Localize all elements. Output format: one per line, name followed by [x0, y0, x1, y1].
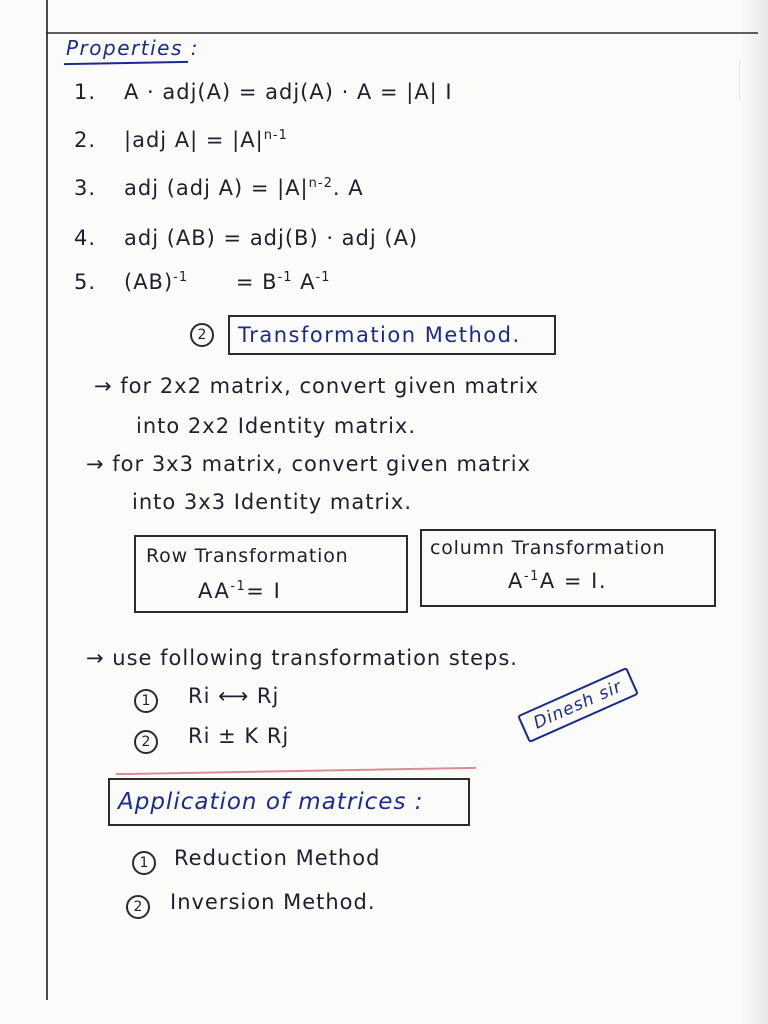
bullet-3x3-line2: into 3x3 Identity matrix. — [132, 490, 413, 514]
application-item-2-circle: 2 — [126, 895, 150, 919]
row-transformation-title: Row Transformation — [146, 545, 349, 567]
margin-line — [46, 0, 48, 1000]
application-title: Application of matrices : — [108, 778, 470, 826]
bullet-2x2-line1: → for 2x2 matrix, convert given matrix — [94, 374, 539, 398]
application-item-1: Reduction Method — [174, 846, 381, 870]
bullet-3x3-line1: → for 3x3 matrix, convert given matrix — [86, 452, 531, 476]
steps-intro: → use following transformation steps. — [86, 646, 518, 670]
row-transformation-box — [134, 535, 408, 613]
step-2-circle: 2 — [134, 730, 158, 754]
application-item-2: Inversion Method. — [170, 890, 376, 914]
property-2: 2. |adj $A| = |A|^{n-1}$ — [74, 128, 288, 152]
side-watermark — [739, 60, 762, 100]
step-1-circle: 1 — [134, 689, 158, 713]
page-edge-shadow — [740, 0, 768, 1024]
property-1: 1. A · adj(A) = adj(A) · A = |A| I — [74, 80, 453, 104]
row-transformation-equation: $AA^{-1}= I$ — [198, 579, 282, 603]
step-2-text: Ri ± K Rj — [188, 724, 290, 748]
author-stamp: Dinesh sir — [517, 667, 639, 743]
transformation-method-title: Transformation Method. — [228, 315, 556, 355]
application-top-line — [116, 767, 476, 775]
step-1-text: Ri ⟷ Rj — [188, 684, 280, 708]
column-transformation-title: column Transformation — [430, 537, 666, 559]
method-number-circle: 2 — [190, 323, 214, 347]
column-transformation-equation: $A^{-1}A = I$. — [508, 569, 608, 593]
column-transformation-box — [420, 529, 716, 607]
bullet-2x2-line2: into 2x2 Identity matrix. — [136, 414, 417, 438]
property-5: 5. $(AB)^{-1} = B^{-1}$ $A^{-1}$ — [74, 270, 331, 294]
application-item-1-circle: 1 — [132, 851, 156, 875]
property-3: 3. adj (adj $A) = |A|^{n-2}$. A — [74, 176, 364, 200]
property-4: 4. adj (AB) = adj(B) · adj (A) — [74, 226, 419, 250]
heading-underline — [64, 61, 188, 65]
top-rule — [46, 32, 758, 34]
properties-heading: Properties : — [66, 36, 199, 60]
